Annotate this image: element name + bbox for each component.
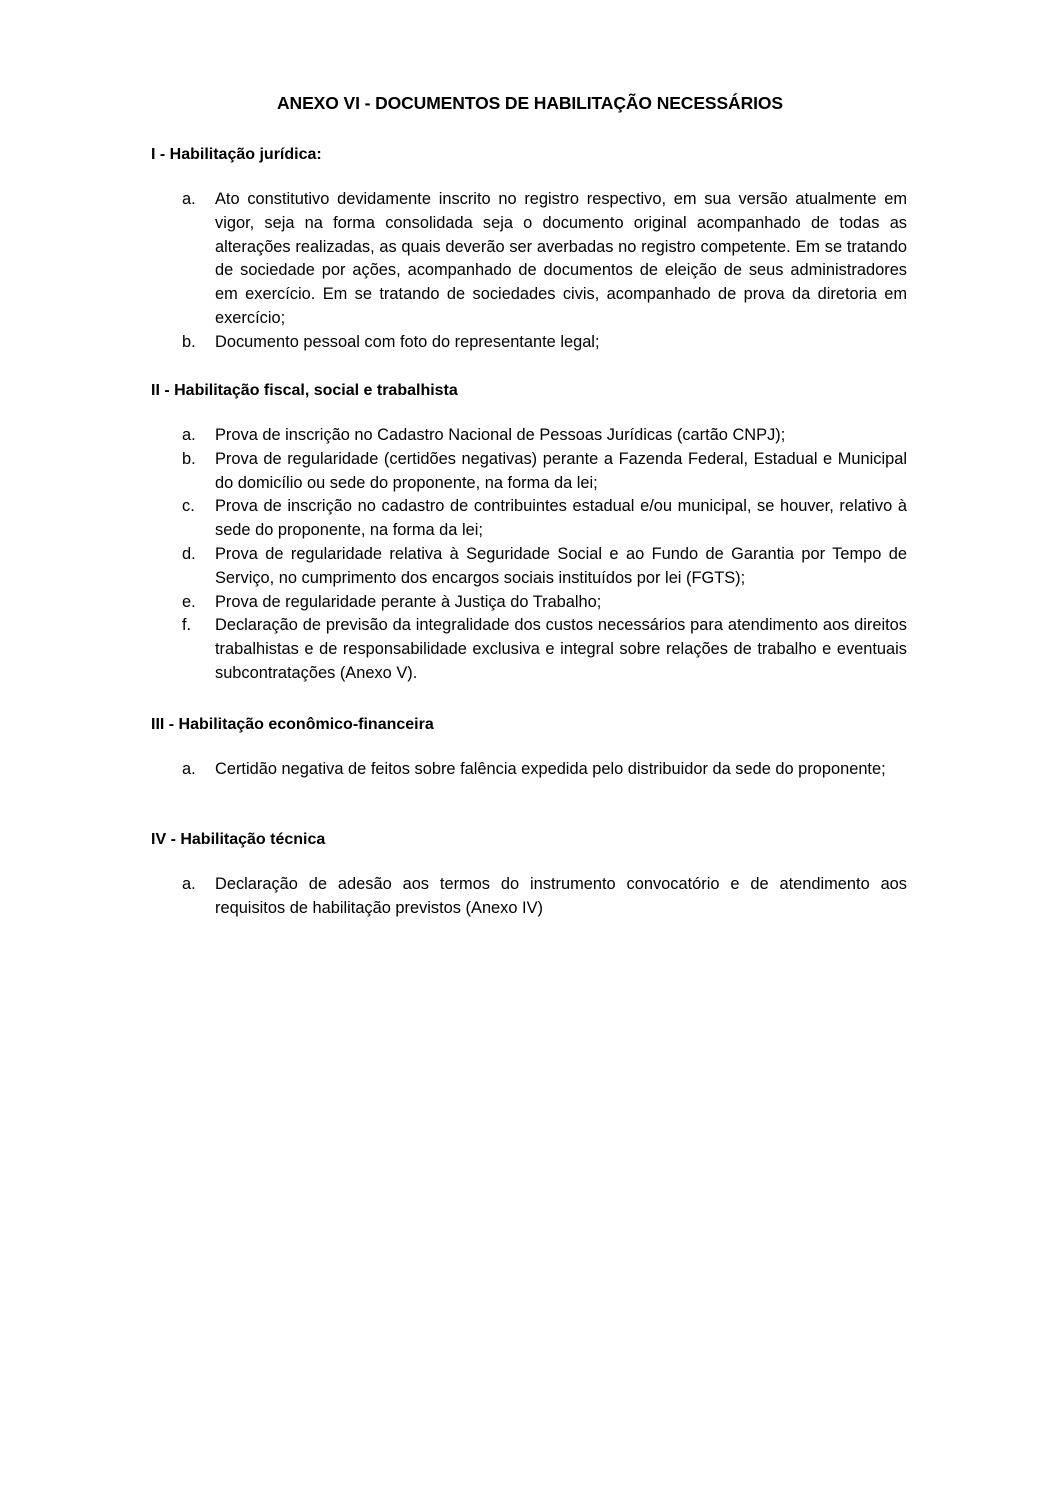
item-letter: a. (182, 760, 196, 778)
item-letter: f. (182, 616, 192, 635)
list-item (151, 873, 911, 921)
item-list (151, 873, 911, 921)
item-text: Prova de regularidade (certidões negativas) perante a Fazenda Federal, Estadual e Municipal do domicílio ou sede do proponente, na forma da lei; (215, 449, 907, 492)
list-item (151, 424, 911, 448)
item-text: Prova de inscrição no cadastro de contribuintes estadual e/ou municipal, se houver, relativo à sede do proponente, na forma da lei; (215, 497, 907, 540)
list-item (151, 543, 911, 591)
item-letter: a. (182, 190, 196, 208)
section-habilitacao-fiscal (151, 380, 911, 686)
item-letter: b. (182, 332, 196, 351)
item-letter: a. (182, 426, 196, 444)
list-item (151, 591, 911, 615)
section-heading: I - Habilitação jurídica: (151, 146, 322, 163)
item-text: Declaração de adesão aos termos do instrumento convocatório e de atendimento aos requisitos de habilitação previstos (Anexo IV) (215, 875, 907, 917)
list-item (151, 758, 911, 782)
section-heading: IV - Habilitação técnica (151, 831, 326, 848)
item-letter: a. (182, 875, 196, 893)
item-list (151, 424, 911, 686)
list-item (151, 614, 911, 685)
item-text: Prova de inscrição no Cadastro Nacional de Pessoas Jurídicas (cartão CNPJ); (215, 426, 786, 444)
item-letter: b. (182, 449, 196, 468)
item-letter: c. (182, 497, 195, 516)
item-text: Prova de regularidade perante à Justiça do Trabalho; (215, 592, 602, 611)
item-text: Ato constitutivo devidamente inscrito no registro respectivo, em sua versão atualmente em vigor, seja na forma consolidada seja o documento original acompanhado de todas as alterações realizadas, as quais deverão ser averbadas no registro competente. Em se tratando de sociedade por ações, acompanhado de documentos de eleição de seus administradores em exercício. Em se tratando de sociedades civis, acompanhado de prova da diretoria em exercício; (215, 190, 907, 327)
section-heading: III - Habilitação econômico-financeira (151, 716, 434, 733)
item-letter: d. (182, 544, 196, 563)
section-heading: II - Habilitação fiscal, social e trabalhista (151, 382, 458, 399)
item-list (151, 188, 911, 355)
list-item (151, 331, 911, 355)
item-text: Certidão negativa de feitos sobre falência expedida pelo distribuidor da sede do proponente; (215, 760, 886, 778)
list-item (151, 448, 911, 496)
item-text: Prova de regularidade relativa à Seguridade Social e ao Fundo de Garantia por Tempo de Serviço, no cumprimento dos encargos sociais instituídos por lei (FGTS); (215, 544, 907, 587)
item-letter: e. (182, 592, 196, 611)
list-item (151, 495, 911, 543)
section-habilitacao-tecnica (151, 829, 911, 921)
list-item (151, 188, 911, 331)
item-list (151, 758, 911, 782)
section-habilitacao-juridica (151, 144, 911, 355)
item-text: Declaração de previsão da integralidade dos custos necessários para atendimento aos direitos trabalhistas e de responsabilidade exclusiva e integral sobre relações de trabalho e eventuais subcontratações (Anexo V). (215, 616, 907, 682)
document-title: ANEXO VI - DOCUMENTOS DE HABILITAÇÃO NECESSÁRIOS (277, 93, 783, 113)
item-text: Documento pessoal com foto do representante legal; (215, 332, 600, 351)
section-habilitacao-economica (151, 714, 911, 782)
